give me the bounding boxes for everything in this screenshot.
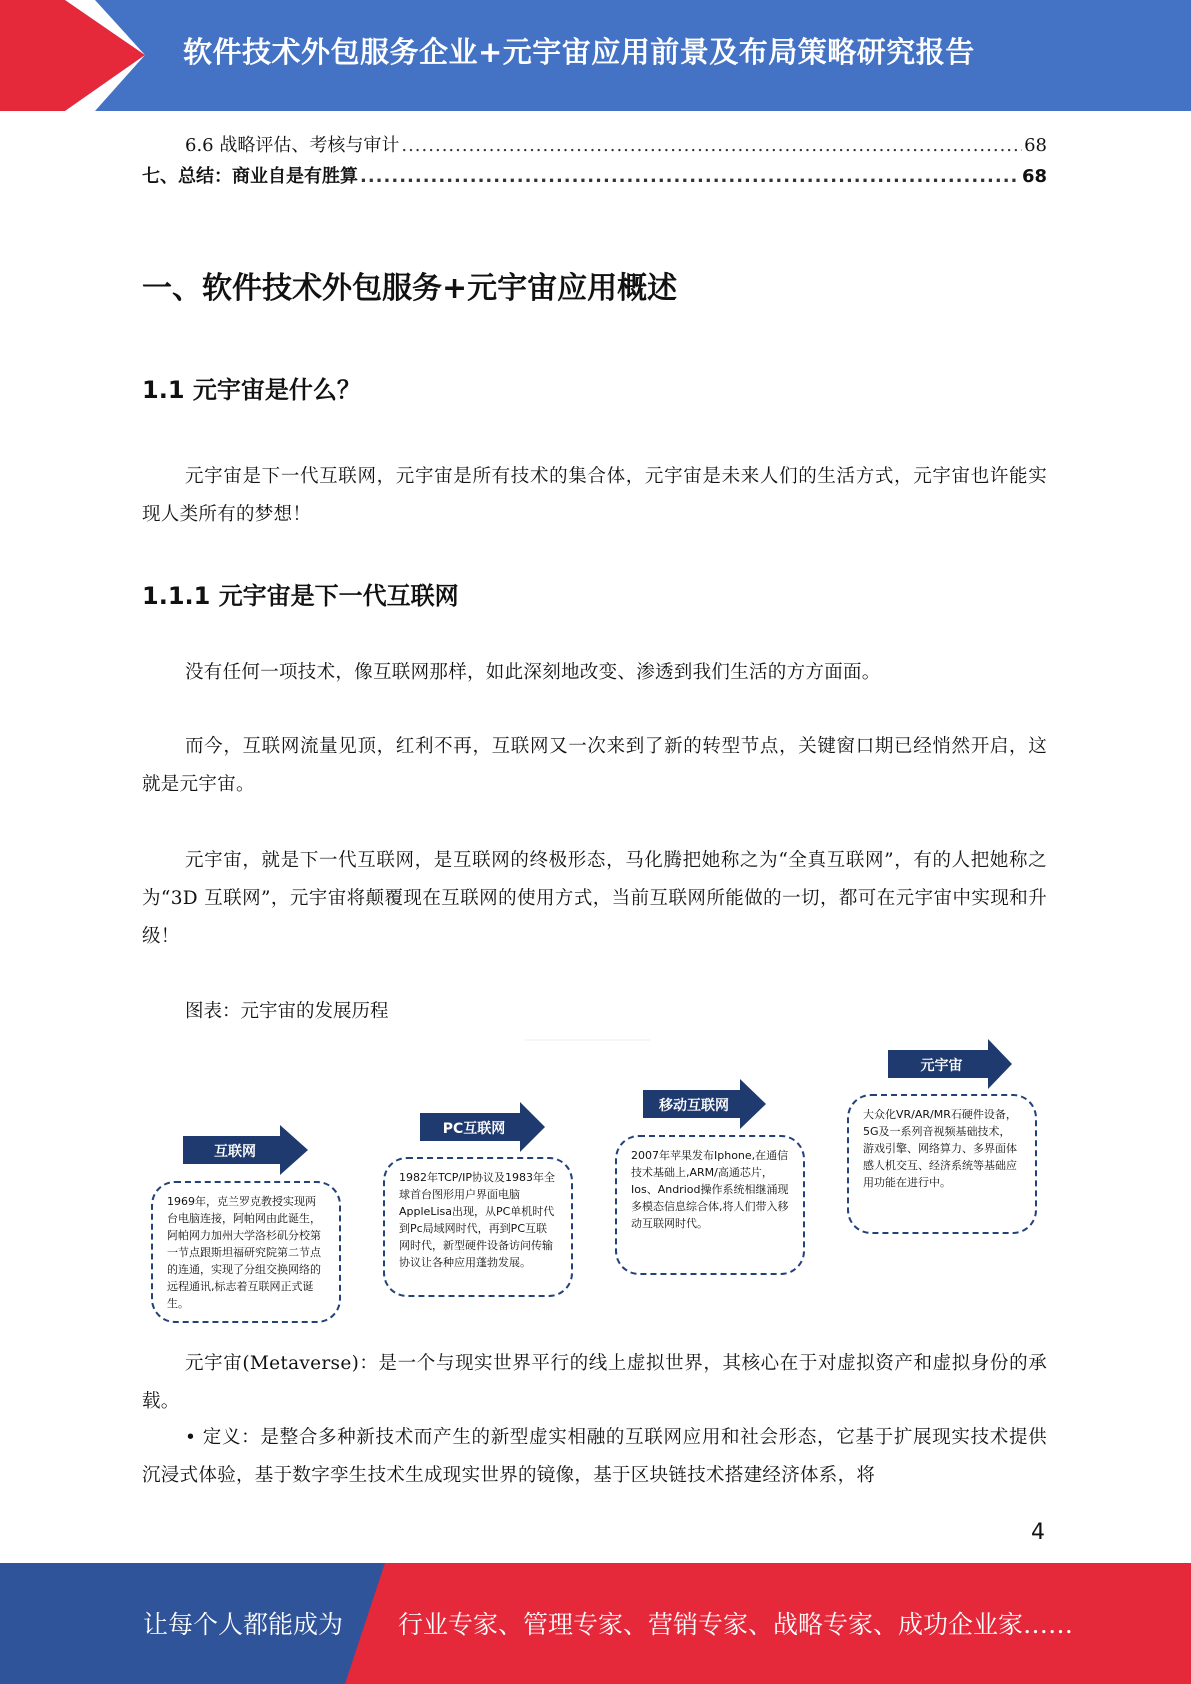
page-number: 4 xyxy=(1031,1520,1045,1545)
stage-description: 2007年苹果发布Iphone,在通信技术基础上,ARM/高通芯片，Ios、Andriod操作系统相继涌现多模态信息综合体,将人们带入移动互联网时代。 xyxy=(615,1135,805,1275)
paragraph: 没有任何一项技术，像互联网那样，如此深刻地改变、渗透到我们生活的方方面面。 xyxy=(185,662,881,683)
stage-arrow-label: 互联网 xyxy=(214,1144,256,1160)
stage-description: 1982年TCP/IP协议及1983年全球首台图形用户界面电脑AppleLisa出现，从PC单机时代到Pc局域网时代，再到PC互联网时代，新型硬件设备访问传输协议让各种应用蓬勃发展。 xyxy=(383,1157,573,1297)
header-title: 软件技术外包服务企业+元宇宙应用前景及布局策略研究报告 xyxy=(183,35,975,69)
figure-caption: 图表：元宇宙的发展历程 xyxy=(185,1001,389,1022)
footer-slogan-right: 行业专家、管理专家、营销专家、战略专家、成功企业家…… xyxy=(398,1610,1074,1639)
subsection-heading: 1.1 元宇宙是什么？ xyxy=(142,376,361,404)
paragraph: 元宇宙是下一代互联网，元宇宙是所有技术的集合体，元宇宙是未来人们的生活方式，元宇宙也许能实现人类所有的梦想！ xyxy=(142,466,1047,525)
toc-entry-title: 6.6 战略评估、考核与审计 xyxy=(185,135,400,156)
toc-entry-page: 68 xyxy=(1021,166,1047,187)
toc-entry-title: 七、总结：商业自是有胜算 xyxy=(142,166,358,187)
paragraph: 元宇宙，就是下一代互联网，是互联网的终极形态，马化腾把她称之为“全真互联网”，有的人把她称之为“3D 互联网”，元宇宙将颠覆现在互联网的使用方式，当前互联网所能做的一切，都可在元宇宙中实现和升级！ xyxy=(142,850,1047,947)
stage-arrow-label: PC互联网 xyxy=(442,1121,506,1137)
paragraph: • 定义：是整合多种新技术而产生的新型虚实相融的互联网应用和社会形态，它基于扩展现实技术提供沉浸式体验，基于数字孪生技术生成现实世界的镜像，基于区块链技术搭建经济体系，将 xyxy=(142,1427,1047,1486)
stage-description: 大众化VR/AR/MR石硬件设备，5G及一系列音视频基础技术，游戏引擎、网络算力、多界面体感人机交互、经济系统等基础应用功能在进行中。 xyxy=(847,1094,1037,1234)
stage-arrow-label: 移动互联网 xyxy=(659,1098,729,1114)
paragraph: 元宇宙(Metaverse)：是一个与现实世界平行的线上虚拟世界，其核心在于对虚拟资产和虚拟身份的承载。 xyxy=(142,1353,1047,1412)
subsubsection-heading: 1.1.1 元宇宙是下一代互联网 xyxy=(142,582,459,610)
page-footer xyxy=(0,1563,1191,1684)
section-heading: 一、软件技术外包服务+元宇宙应用概述 xyxy=(142,271,678,306)
footer-slogan-left: 让每个人都能成为 xyxy=(143,1610,344,1639)
stage-description: 1969年，克兰罗克教授实现两台电脑连接，阿帕网由此诞生，阿帕网力加州大学洛杉矶分校第一节点跟斯坦福研究院第二节点的连通，实现了分组交换网络的远程通讯,标志着互联网正式诞生。 xyxy=(151,1181,341,1323)
paragraph: 而今，互联网流量见顶，红利不再，互联网又一次来到了新的转型节点，关键窗口期已经悄然开启，这就是元宇宙。 xyxy=(142,736,1047,795)
toc-entry-page: 68 xyxy=(1024,135,1047,156)
stage-arrow-label: 元宇宙 xyxy=(920,1058,963,1074)
